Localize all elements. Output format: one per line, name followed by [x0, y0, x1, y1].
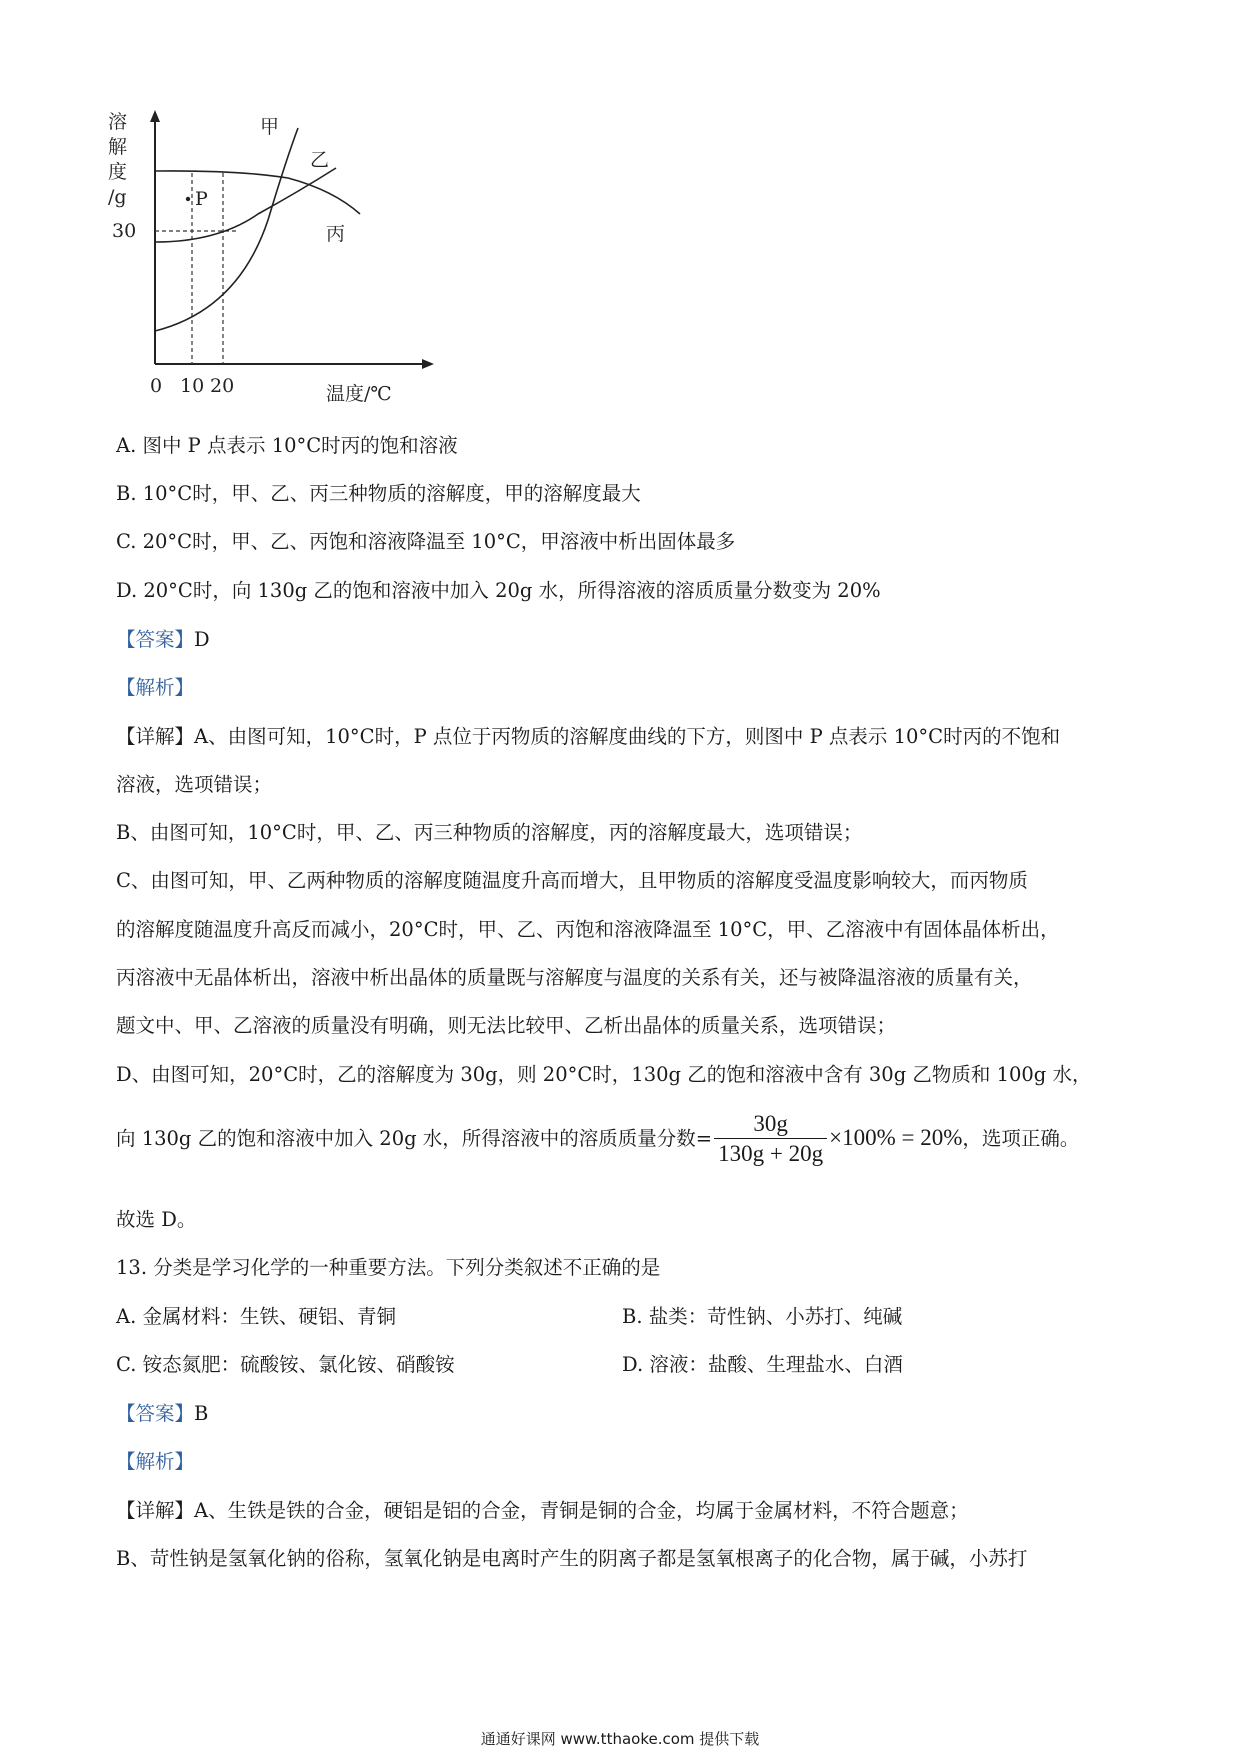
x-tick-0: 0 — [150, 375, 163, 397]
q13-option-b: B. 盐类：苛性钠、小苏打、纯碱 — [622, 1305, 903, 1328]
q12-answer — [116, 626, 210, 654]
x-tick-10: 10 — [180, 375, 205, 397]
fraction — [714, 1110, 827, 1169]
q12-detail-a2: 溶液，选项错误； — [116, 773, 273, 796]
point-p-label: P — [195, 188, 208, 210]
y-label-char-4: /g — [108, 186, 127, 208]
q12-detail-a1 — [116, 723, 1060, 751]
q13-option-c: C. 铵态氮肥：硫酸铵、氯化铵、硝酸铵 — [116, 1353, 455, 1376]
q12-conclusion: 故选 D。 — [116, 1208, 197, 1231]
y-label-char-3: 度 — [108, 161, 128, 183]
y-tick-30: 30 — [112, 220, 137, 242]
q13-option-a: A. 金属材料：生铁、硬铝、青铜 — [116, 1305, 396, 1328]
page-footer: 通通好课网 www.tthaoke.com 提供下载 — [480, 1730, 760, 1748]
detail-tag: 【详解】 — [116, 1499, 195, 1522]
q13-analysis-tag: 【解析】 — [116, 1450, 195, 1473]
curve-yi — [155, 168, 336, 242]
answer-value: D — [194, 628, 210, 651]
q12-analysis-tag: 【解析】 — [116, 676, 195, 699]
q13-answer — [116, 1400, 208, 1428]
q12-option-c: C. 20°C时，甲、乙、丙饱和溶液降温至 10°C，甲溶液中析出固体最多 — [116, 530, 736, 553]
q12-detail-c3: 丙溶液中无晶体析出，溶液中析出晶体的质量既与溶解度与温度的关系有关，还与被降温溶液的质量有关， — [116, 966, 1033, 989]
x-tick-20: 20 — [210, 375, 235, 397]
curve-label-yi: 乙 — [310, 149, 330, 171]
curve-bing — [155, 171, 360, 214]
q12-option-d: D. 20°C时，向 130g 乙的饱和溶液中加入 20g 水，所得溶液的溶质质量分数变为 20% — [116, 579, 881, 602]
fraction-denominator: 130g + 20g — [718, 1141, 824, 1166]
q12-option-b: B. 10°C时，甲、乙、丙三种物质的溶解度，甲的溶解度最大 — [116, 482, 641, 505]
q12-detail-d1: D、由图可知，20°C时，乙的溶解度为 30g，则 20°C时，130g 乙的饱和溶液中含有 30g 乙物质和 100g 水， — [116, 1063, 1092, 1086]
curve-label-jia: 甲 — [260, 116, 280, 138]
solubility-graph — [108, 110, 438, 410]
fraction-numerator: 30g — [753, 1111, 788, 1136]
q13-detail-b: B、苛性钠是氢氧化钠的俗称，氢氧化钠是电离时产生的阴离子都是氢氧根离子的化合物，属于碱，小苏打 — [116, 1547, 1028, 1570]
q13-stem: 13. 分类是学习化学的一种重要方法。下列分类叙述不正确的是 — [116, 1256, 661, 1279]
q13-option-d: D. 溶液：盐酸、生理盐水、白酒 — [622, 1353, 903, 1376]
y-label-char-2: 解 — [108, 136, 128, 158]
y-label-char-1: 溶 — [108, 111, 128, 133]
answer-tag: 【答案】 — [116, 1402, 195, 1425]
detail-d2-post: ，选项正确。 — [962, 1127, 1080, 1150]
x-axis-arrow — [422, 359, 434, 369]
q12-detail-c4: 题文中、甲、乙溶液的质量没有明确，则无法比较甲、乙析出晶体的质量关系，选项错误； — [116, 1014, 897, 1037]
fraction-result: ×100% = 20% — [829, 1125, 963, 1150]
curve-label-bing: 丙 — [326, 223, 346, 245]
x-axis-label: 温度/℃ — [326, 383, 392, 405]
detail-a1-text: A、由图可知，10°C时，P 点位于丙物质的溶解度曲线的下方，则图中 P 点表示 10°C时丙的不饱和 — [194, 725, 1061, 748]
answer-tag: 【答案】 — [116, 628, 195, 651]
point-p — [186, 197, 190, 201]
detail-a-text: A、生铁是铁的合金，硬铝是铝的合金，青铜是铜的合金，均属于金属材料，不符合题意； — [194, 1499, 969, 1522]
q12-detail-c1: C、由图可知，甲、乙两种物质的溶解度随温度升高而增大，且甲物质的溶解度受温度影响较大，而丙物质 — [116, 869, 1028, 892]
q12-detail-d2 — [116, 1108, 1079, 1169]
curve-jia — [155, 128, 298, 331]
detail-tag: 【详解】 — [116, 725, 195, 748]
q12-detail-b: B、由图可知，10°C时，甲、乙、丙三种物质的溶解度，丙的溶解度最大，选项错误； — [116, 821, 863, 844]
detail-d2-pre: 向 130g 乙的饱和溶液中加入 20g 水，所得溶液中的溶质质量分数= — [116, 1127, 713, 1150]
q12-detail-c2: 的溶解度随温度升高反而减小，20°C时，甲、乙、丙饱和溶液降温至 10°C，甲、乙溶液中有固体晶体析出， — [116, 918, 1060, 941]
q12-option-a: A. 图中 P 点表示 10°C时丙的饱和溶液 — [116, 434, 458, 457]
q13-detail-a — [116, 1497, 969, 1525]
answer-value: B — [194, 1402, 209, 1425]
y-axis-arrow — [150, 110, 160, 122]
